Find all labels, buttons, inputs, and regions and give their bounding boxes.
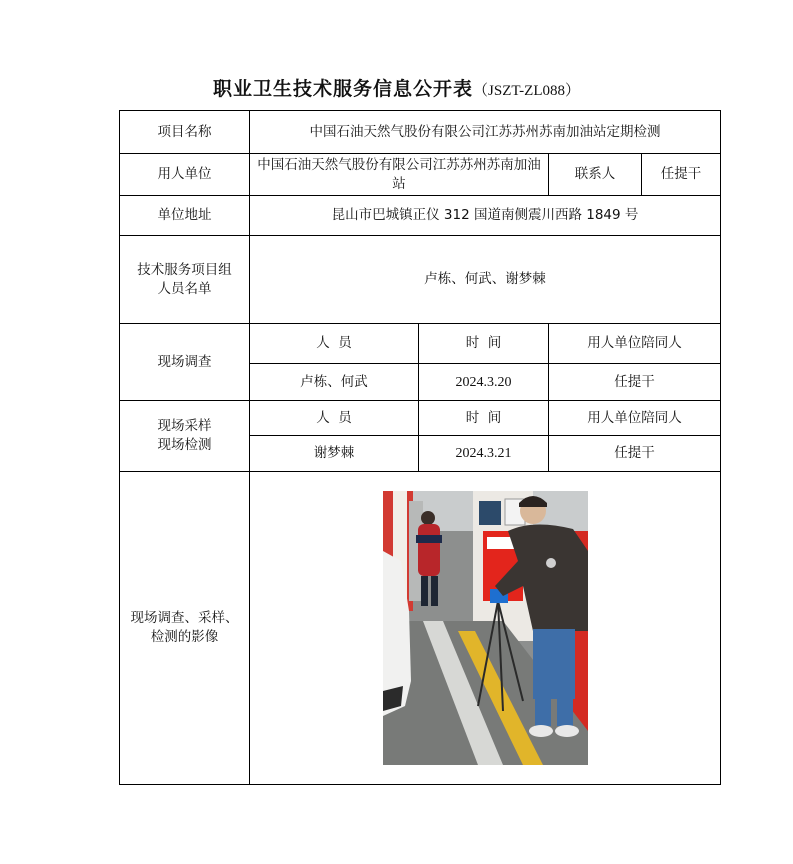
project-value: 中国石油天然气股份有限公司江苏苏州苏南加油站定期检测 [250,111,721,154]
survey-col-time: 时 间 [419,324,549,364]
survey-col-escort: 用人单位陪同人 [549,324,721,364]
row-images [120,472,721,785]
sampling-escort: 任提干 [549,436,721,472]
sampling-person: 谢梦棘 [250,436,419,472]
team-label: 技术服务项目组人员名单 [120,236,250,324]
row-employer [120,154,721,196]
sampling-label [120,401,250,472]
address-value: 昆山市巴城镇正仪 312 国道南侧震川西路 1849 号 [250,196,721,236]
survey-escort: 任提干 [549,364,721,401]
sampling-label-line2: 现场检测 [157,437,212,453]
sampling-col-escort: 用人单位陪同人 [549,401,721,436]
contact-label: 联系人 [549,154,642,196]
title-main: 职业卫生技术服务信息公开表 [213,78,474,100]
document-title [0,76,793,104]
row-team [120,236,721,324]
survey-time: 2024.3.20 [419,364,549,401]
survey-label: 现场调查 [120,324,250,401]
sampling-time: 2024.3.21 [419,436,549,472]
sampling-label-line1: 现场采样 [157,418,212,434]
images-label: 现场调查、采样、检测的影像 [120,472,250,785]
row-survey-header [120,324,721,364]
row-project [120,111,721,154]
sampling-col-person: 人 员 [250,401,419,436]
sampling-col-time: 时 间 [419,401,549,436]
survey-person: 卢栋、何武 [250,364,419,401]
project-label: 项目名称 [120,111,250,154]
contact-value: 任提干 [642,154,721,196]
employer-label: 用人单位 [120,154,250,196]
title-code: （JSZT-ZL088） [473,83,580,99]
disclosure-table [119,110,721,785]
images-cell [250,472,721,785]
team-value: 卢栋、何武、谢梦棘 [250,236,721,324]
survey-col-person: 人 员 [250,324,419,364]
row-sampling-header [120,401,721,436]
site-photo [383,491,588,765]
employer-value: 中国石油天然气股份有限公司江苏苏州苏南加油站 [250,154,549,196]
row-address [120,196,721,236]
address-label: 单位地址 [120,196,250,236]
